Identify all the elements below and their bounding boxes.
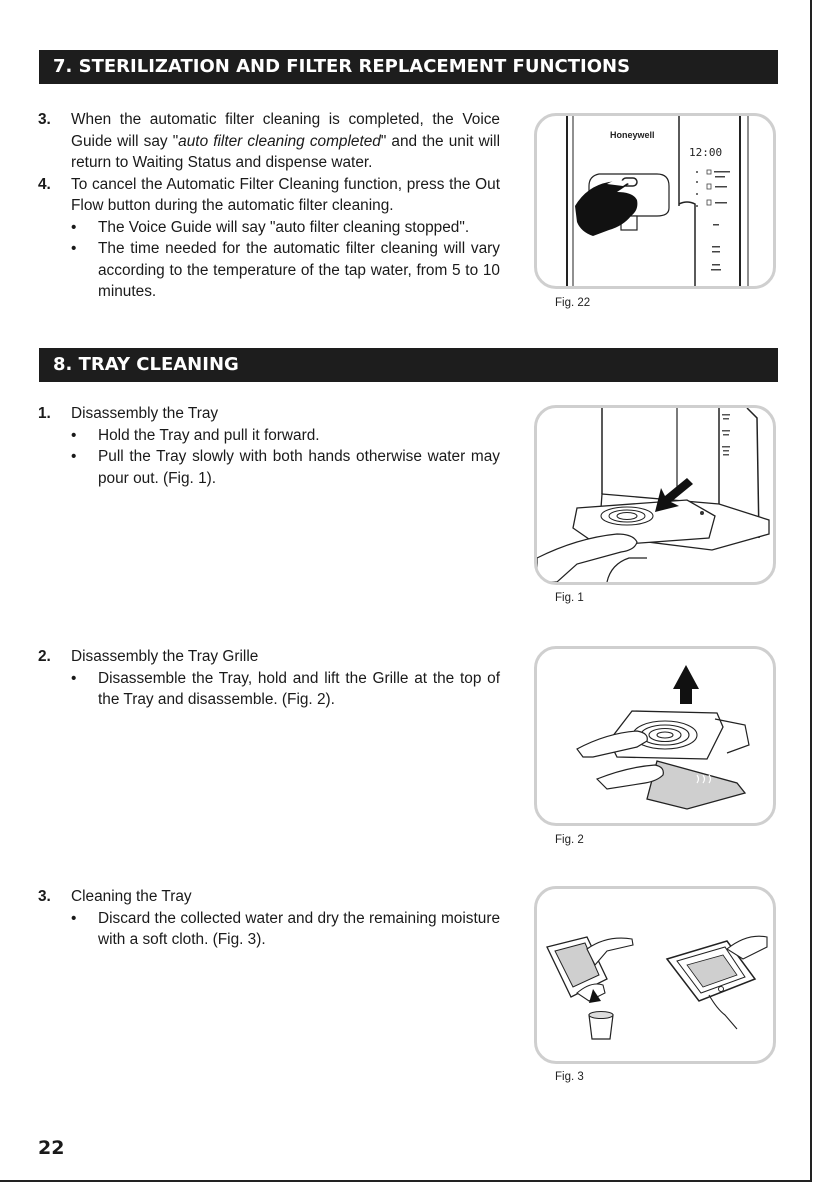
figure-2-caption: Fig. 2 — [555, 834, 584, 846]
bullet-text: Hold the Tray and pull it forward. — [98, 426, 320, 444]
display-time: 12:00 — [689, 146, 723, 159]
bullet-item — [71, 908, 500, 951]
figure-2-image — [534, 646, 776, 826]
step-title-row — [38, 886, 500, 908]
bullet-item — [71, 446, 500, 489]
figure-22-caption: Fig. 22 — [555, 297, 591, 309]
step-title: Cleaning the Tray — [71, 888, 192, 905]
step-number: 3. — [38, 111, 51, 128]
step-4-text: To cancel the Automatic Filter Cleaning function, press the Out Flow button during the automatic filter cleaning. — [71, 175, 500, 214]
figure-1-caption: Fig. 1 — [555, 592, 584, 604]
tray-step-1 — [38, 403, 500, 489]
step-4 — [38, 174, 500, 217]
section-7-header — [39, 50, 778, 84]
page-number: 22 — [38, 1137, 65, 1159]
section-7-steps — [38, 109, 500, 303]
bullet-text: Disassemble the Tray, hold and lift the Grille at the top of the Tray and disassemble. (Fig. 2). — [98, 669, 500, 708]
bullet-item — [71, 217, 500, 239]
figure-3-caption: Fig. 3 — [555, 1071, 584, 1083]
bullet-dot: • — [71, 448, 77, 465]
page-border-bottom — [0, 1180, 812, 1182]
step-3 — [38, 109, 500, 174]
step-title-row — [38, 403, 500, 425]
section-7-title: 7. STERILIZATION AND FILTER REPLACEMENT FUNCTIONS — [53, 56, 631, 77]
figure-22-image — [534, 113, 776, 289]
step-number: 4. — [38, 175, 51, 193]
step-number: 2. — [38, 648, 51, 665]
bullet-text: The time needed for the automatic filter cleaning will vary according to the temperature of the tap water, from 5 to 10 minutes. — [98, 240, 500, 300]
step-number: 1. — [38, 405, 51, 422]
bullet-dot: • — [71, 909, 77, 927]
step-title: Disassembly the Tray Grille — [71, 648, 259, 665]
step-title-row — [38, 646, 500, 668]
bullet-dot: • — [71, 218, 77, 236]
step-number: 3. — [38, 888, 51, 905]
bullet-text: The Voice Guide will say "auto filter cleaning stopped". — [98, 218, 470, 236]
section-8-header — [39, 348, 778, 382]
section-8-title: 8. TRAY CLEANING — [53, 354, 239, 375]
page-border-right — [810, 0, 812, 1182]
step-3-text-before: When the automatic filter cleaning is completed, the Voice Guide will say " — [71, 111, 500, 150]
bullet-dot: • — [71, 240, 77, 257]
bullet-item — [71, 425, 500, 447]
brand-logo-text: Honeywell — [610, 130, 655, 140]
step-title: Disassembly the Tray — [71, 405, 219, 422]
step-3-text-italic: auto filter cleaning completed — [178, 132, 381, 150]
figure-3-image — [534, 886, 776, 1064]
bullet-text: Discard the collected water and dry the remaining moisture with a soft cloth. (Fig. 3). — [98, 909, 500, 948]
figure-1-image — [534, 405, 776, 585]
bullet-text: Pull the Tray slowly with both hands otherwise water may pour out. (Fig. 1). — [98, 448, 500, 487]
step-3-text — [71, 109, 500, 174]
bullet-item — [71, 238, 500, 303]
step-3-text-after: " and the unit will return to Waiting Status and dispense water. — [71, 132, 500, 171]
tray-step-2 — [38, 646, 500, 711]
bullet-item — [71, 668, 500, 711]
bullet-dot: • — [71, 669, 77, 687]
bullet-dot: • — [71, 426, 77, 444]
tray-step-3 — [38, 886, 500, 951]
